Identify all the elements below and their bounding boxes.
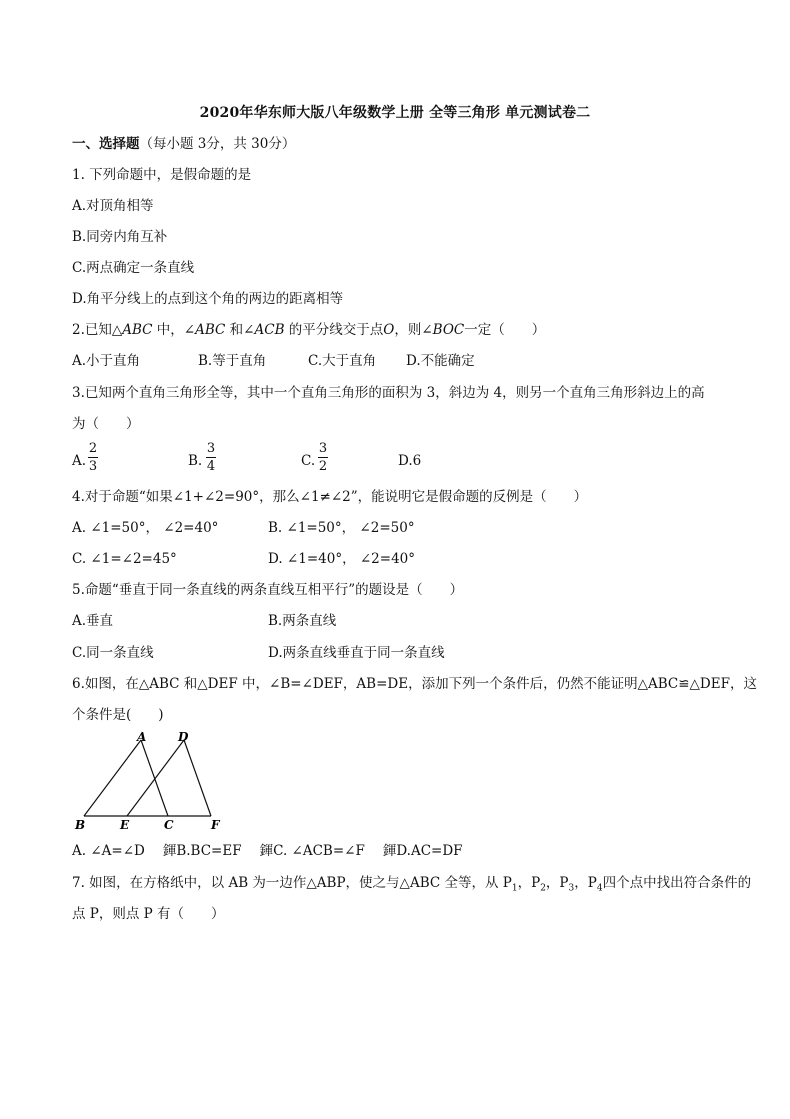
question-1-option-a: A.对顶角相等	[72, 198, 154, 214]
question-3-option-b-fraction: 3 4	[206, 441, 216, 474]
garbled-separator: 鍕	[382, 843, 397, 859]
question-6-triangle-figure	[70, 728, 240, 834]
vertex-label-c: C	[164, 818, 174, 832]
question-5-option-d: D.两条直线垂直于同一条直线	[268, 645, 445, 661]
vertex-label-f: F	[211, 818, 220, 832]
section-note: （每小题 3分，共 30分）	[139, 136, 296, 152]
question-6-option-b: B.BC=EF	[176, 843, 242, 859]
question-3-option-c-fraction: 3 2	[318, 441, 328, 474]
question-3-option-a-label: A.	[72, 453, 87, 469]
question-6-options-line	[72, 841, 463, 861]
question-2-option-d: D.不能确定	[406, 353, 475, 369]
question-2-option-c: C.大于直角	[308, 353, 377, 369]
question-5-option-c: C.同一条直线	[72, 645, 154, 661]
vertex-label-d: D	[178, 730, 189, 744]
segment-de	[127, 740, 184, 816]
vertex-label-e: E	[120, 818, 130, 832]
question-2-stem: 2.已知△ABC 中，∠ABC 和∠ACB 的平分线交于点O，则∠BOC一定（ ）	[72, 322, 546, 338]
page-title: 2020年华东师大版八年级数学上册 全等三角形 单元测试卷二	[199, 105, 591, 121]
question-4-option-c: C. ∠1=∠2=45°	[72, 551, 177, 567]
question-5-option-a: A.垂直	[72, 613, 114, 629]
garbled-separator: 鍕	[162, 843, 177, 859]
question-6-option-d: D.AC=DF	[396, 843, 463, 859]
question-6-option-c: C. ∠ACB=∠F	[273, 843, 365, 859]
question-2-option-a: A.小于直角	[72, 353, 141, 369]
question-7-stem-line1: 7. 如图，在方格纸中，以 AB 为一边作△ABP，使之与△ABC 全等，从 $P_1$，$P_2$，$P_3$，$P_4$四个点中找出符合条件的	[72, 875, 752, 894]
question-3-stem-line2: 为（ ）	[72, 416, 140, 432]
question-4-stem: 4.对于命题“如果∠1+∠2=90°，那么∠1≠∠2”，能说明它是假命题的反例是（ ）	[72, 489, 588, 505]
question-1-option-b: B.同旁内角互补	[72, 229, 168, 245]
question-1-stem: 1. 下列命题中，是假命题的是	[72, 167, 252, 183]
question-6-stem-line1: 6.如图，在△ABC 和△DEF 中，∠B=∠DEF，AB=DE，添加下列一个条件后，仍然不能证明△ABC≌△DEF，这	[72, 676, 757, 692]
question-3-option-a-fraction: 2 3	[88, 441, 98, 474]
section-heading	[72, 134, 295, 154]
question-4-option-a: A. ∠1=50°， ∠2=40°	[72, 520, 219, 536]
segment-ac	[141, 740, 168, 816]
question-4-option-d: D. ∠1=40°， ∠2=40°	[268, 551, 415, 567]
question-5-stem: 5.命题“垂直于同一条直线的两条直线互相平行”的题设是（ ）	[72, 582, 464, 598]
question-3-option-b-label: B.	[188, 453, 203, 469]
question-1-option-d: D.角平分线上的点到这个角的两边的距离相等	[72, 291, 344, 307]
section-title: 一、选择题	[72, 136, 140, 152]
question-3-option-d: D.6	[398, 453, 422, 469]
question-7-stem-line2: 点 P，则点 P 有（ ）	[72, 906, 225, 922]
garbled-separator: 鍕	[259, 843, 274, 859]
segment-ab	[84, 740, 141, 816]
question-3-stem-line1: 3.已知两个直角三角形全等，其中一个直角三角形的面积为 3，斜边为 4，则另一个直角三角形斜边上的高	[72, 385, 705, 401]
question-4-option-b: B. ∠1=50°， ∠2=50°	[268, 520, 415, 536]
question-2-option-b: B.等于直角	[198, 353, 267, 369]
question-3-option-c-label: C.	[301, 453, 316, 469]
vertex-label-a: A	[137, 730, 147, 744]
segment-df	[184, 740, 211, 816]
vertex-label-b: B	[75, 818, 86, 832]
question-5-option-b: B.两条直线	[268, 613, 337, 629]
question-6-option-a: A. ∠A=∠D	[72, 843, 145, 859]
question-6-stem-line2: 个条件是( )	[72, 707, 164, 723]
question-1-option-c: C.两点确定一条直线	[72, 260, 195, 276]
